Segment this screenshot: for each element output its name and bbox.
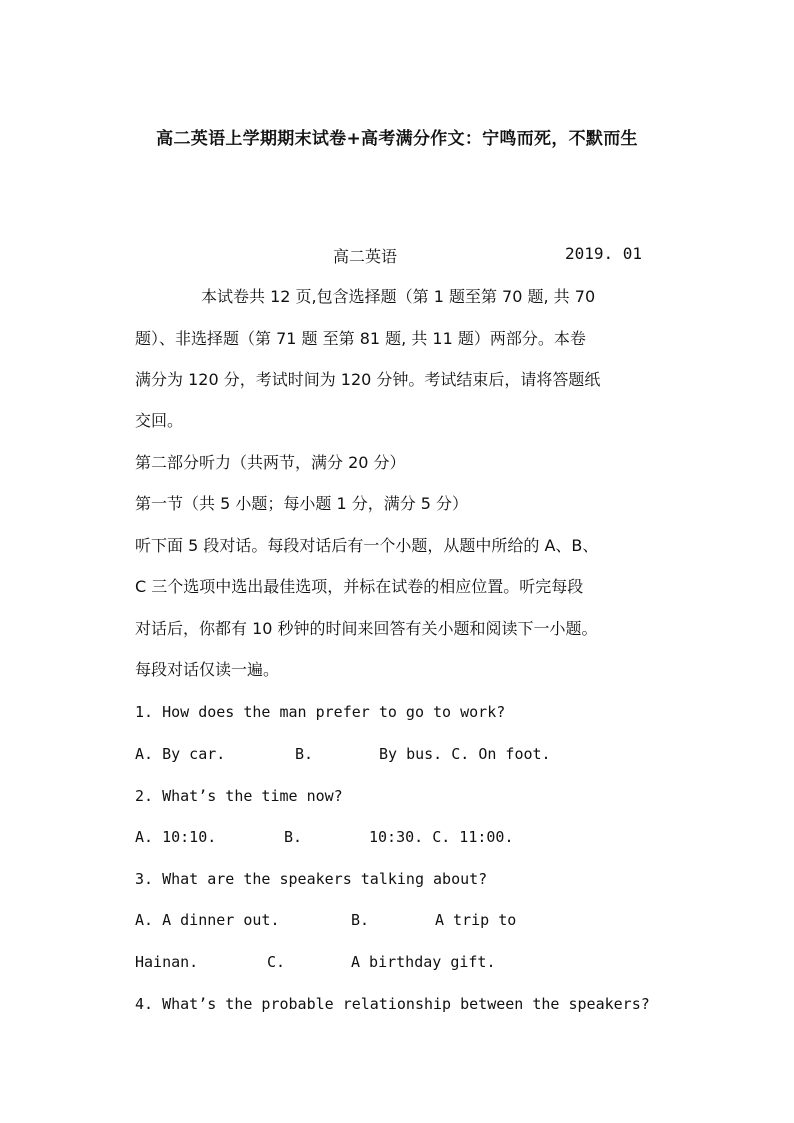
question-3-option-c-label: C. — [267, 953, 286, 971]
question-2-option-b-label: B. — [284, 828, 303, 846]
question-1-option-a: A. By car. — [135, 745, 226, 763]
instruction-line-3: 对话后，你都有 10 秒钟的时间来回答有关小题和阅读下一小题。 — [135, 619, 598, 638]
subsection-heading: 第一节（共 5 小题；每小题 1 分，满分 5 分） — [135, 494, 469, 513]
question-2-option-b-c: 10:30. C. 11:00. — [369, 828, 514, 846]
question-2-option-a: A. 10:10. — [135, 828, 217, 846]
question-3-option-a: A. A dinner out. — [135, 911, 280, 929]
instruction-line-1: 听下面 5 段对话。每段对话后有一个小题，从题中所给的 A、B、 — [135, 536, 599, 555]
question-3-option-b-continued: Hainan. — [135, 953, 199, 971]
subject-label: 高二英语 — [333, 247, 398, 266]
question-2: 2. What’s the time now? — [135, 787, 343, 805]
question-3-option-b-label: B. — [351, 911, 370, 929]
question-3-option-b-text: A trip to — [435, 911, 517, 929]
instruction-line-2: C 三个选项中选出最佳选项，并标在试卷的相应位置。听完每段 — [135, 577, 584, 596]
document-title: 高二英语上学期期末试卷+高考满分作文：宁鸣而死，不默而生 — [156, 129, 638, 149]
question-1: 1. How does the man prefer to go to work? — [135, 703, 506, 721]
intro-line-1: 本试卷共 12 页,包含选择题（第 1 题至第 70 题, 共 70 — [201, 287, 596, 306]
question-1-option-b-c: By bus. C. On foot. — [379, 745, 551, 763]
question-3-option-c-text: A birthday gift. — [351, 953, 496, 971]
instruction-line-4: 每段对话仅读一遍。 — [135, 660, 280, 679]
exam-date: 2019. 01 — [565, 244, 643, 263]
section-heading: 第二部分听力（共两节，满分 20 分） — [135, 453, 406, 472]
intro-line-4: 交回。 — [135, 411, 184, 430]
question-4: 4. What’s the probable relationship between the speakers? — [135, 995, 650, 1013]
intro-line-2: 题）、非选择题（第 71 题 至第 81 题, 共 11 题）两部分。本卷 — [135, 329, 586, 348]
question-1-option-b-label: B. — [295, 745, 314, 763]
question-3: 3. What are the speakers talking about? — [135, 870, 488, 888]
intro-line-3: 满分为 120 分，考试时间为 120 分钟。考试结束后，请将答题纸 — [135, 370, 601, 389]
